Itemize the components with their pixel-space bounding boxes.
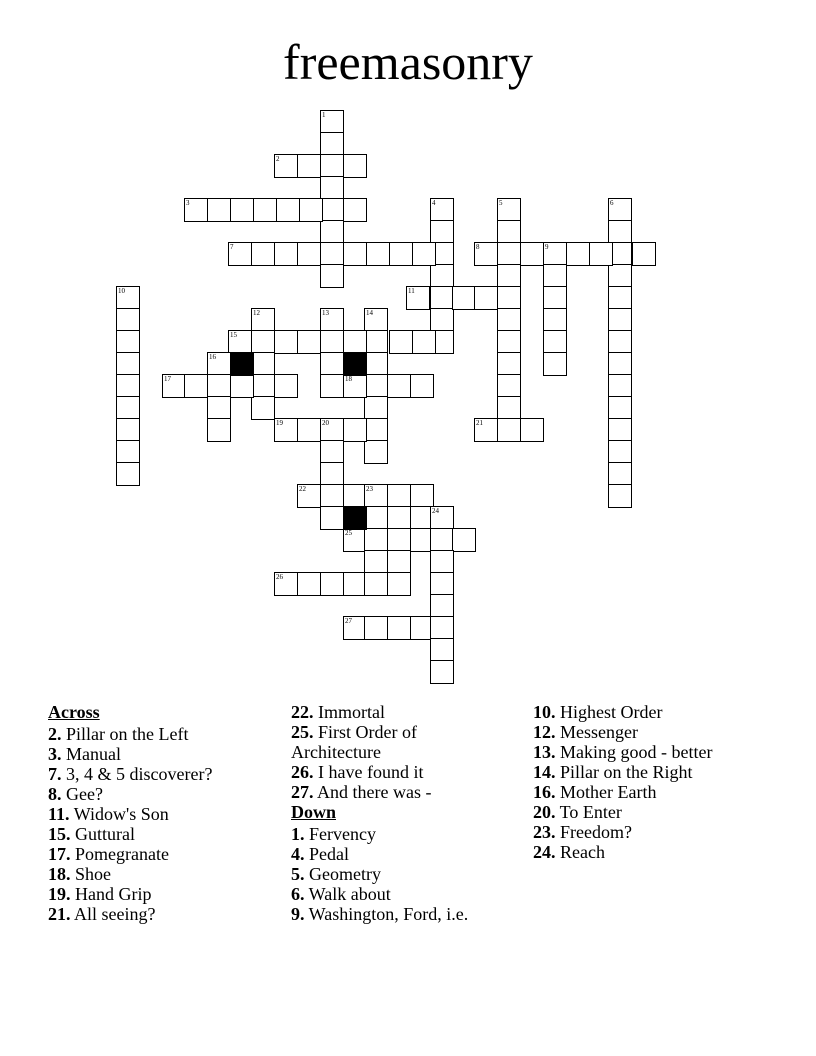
grid-cell[interactable] (608, 462, 632, 486)
clue-number-label: 26. (291, 762, 314, 782)
grid-cell[interactable] (364, 528, 388, 552)
grid-cell[interactable] (430, 660, 454, 684)
clue-number-label: 22. (291, 702, 314, 722)
across-clue-list (48, 724, 278, 924)
grid-cell[interactable] (452, 528, 476, 552)
grid-cell[interactable] (387, 616, 411, 640)
clue-item (291, 722, 481, 762)
grid-cell[interactable] (320, 154, 344, 178)
grid-cell[interactable] (364, 330, 388, 354)
grid-cell[interactable] (497, 286, 521, 310)
clue-text: Pedal (304, 844, 349, 864)
clue-number-label: 2. (48, 724, 62, 744)
clue-item (291, 844, 481, 864)
clue-text: Immortal (313, 702, 385, 722)
clue-number: 25 (345, 529, 352, 537)
grid-cell[interactable] (274, 242, 298, 266)
clue-number: 1 (322, 111, 326, 119)
grid-cell[interactable] (364, 616, 388, 640)
clue-item (291, 824, 481, 844)
clue-column-1 (48, 702, 278, 924)
clue-text: Pillar on the Right (555, 762, 693, 782)
clue-number: 11 (408, 287, 415, 295)
clue-text: Walk about (304, 884, 391, 904)
grid-cell[interactable] (251, 374, 275, 398)
across-clue-list-continued (291, 702, 481, 802)
grid-cell[interactable] (297, 154, 321, 178)
grid-cell[interactable] (497, 330, 521, 354)
clue-number-label: 12. (533, 722, 556, 742)
grid-cell[interactable] (364, 506, 388, 530)
clue-text: Making good - better (555, 742, 713, 762)
clue-item (533, 702, 783, 722)
clue-item (291, 904, 481, 924)
grid-cell[interactable] (412, 242, 436, 266)
grid-cell[interactable] (387, 528, 411, 552)
grid-cell[interactable] (297, 242, 321, 266)
clue-text: 3, 4 & 5 discoverer? (61, 764, 213, 784)
clue-item (48, 844, 278, 864)
grid-cell[interactable] (207, 418, 231, 442)
clue-text: Geometry (304, 864, 381, 884)
clue-number-label: 3. (48, 744, 62, 764)
grid-cell[interactable] (274, 374, 298, 398)
grid-cell[interactable] (230, 374, 254, 398)
grid-cell[interactable] (364, 352, 388, 376)
clue-number: 6 (610, 199, 614, 207)
clue-number: 24 (432, 507, 439, 515)
grid-cell[interactable] (497, 220, 521, 244)
grid-cell[interactable] (608, 374, 632, 398)
black-cell (343, 352, 367, 376)
grid-cell[interactable] (430, 286, 454, 310)
clue-item (533, 782, 783, 802)
clue-text: And there was - (313, 782, 432, 802)
clue-number: 10 (118, 287, 125, 295)
grid-cell[interactable] (430, 550, 454, 574)
grid-cell[interactable] (343, 198, 367, 222)
clue-number-label: 6. (291, 884, 305, 904)
clue-item (48, 764, 278, 784)
grid-cell[interactable] (497, 418, 521, 442)
grid-cell[interactable] (116, 462, 140, 486)
clue-text: Widow's Son (69, 804, 169, 824)
clue-number-label: 19. (48, 884, 71, 904)
grid-cell[interactable] (474, 286, 498, 310)
grid-cell[interactable] (320, 132, 344, 156)
clue-text: Guttural (70, 824, 135, 844)
clue-number: 9 (545, 243, 549, 251)
grid-cell[interactable] (364, 572, 388, 596)
clue-number-label: 17. (48, 844, 71, 864)
clue-number-label: 14. (533, 762, 556, 782)
clue-number: 17 (164, 375, 171, 383)
clue-text: Pomegranate (70, 844, 169, 864)
clue-item (533, 842, 783, 862)
grid-cell[interactable] (608, 286, 632, 310)
clue-item (533, 762, 783, 782)
grid-cell[interactable] (430, 308, 454, 332)
clue-number: 13 (322, 309, 329, 317)
grid-cell[interactable] (389, 330, 413, 354)
clue-number: 27 (345, 617, 352, 625)
grid-cell[interactable] (430, 264, 454, 288)
grid-cell[interactable] (520, 242, 544, 266)
grid-cell[interactable] (497, 396, 521, 420)
black-cell (343, 506, 367, 530)
clue-number: 14 (366, 309, 373, 317)
clue-number: 16 (209, 353, 216, 361)
grid-cell[interactable] (297, 572, 321, 596)
clue-item (48, 804, 278, 824)
clue-item (291, 864, 481, 884)
grid-cell[interactable] (430, 616, 454, 640)
clue-number-label: 5. (291, 864, 305, 884)
grid-cell[interactable] (452, 286, 476, 310)
clue-number-label: 4. (291, 844, 305, 864)
grid-cell[interactable] (430, 594, 454, 618)
clue-text: Gee? (61, 784, 103, 804)
clue-number-label: 21. (48, 904, 71, 924)
clue-item (48, 744, 278, 764)
grid-cell[interactable] (320, 572, 344, 596)
grid-cell[interactable] (320, 374, 344, 398)
grid-cell[interactable] (116, 330, 140, 354)
clue-item (48, 884, 278, 904)
clue-number: 4 (432, 199, 436, 207)
grid-cell[interactable] (343, 242, 367, 266)
clue-number-label: 18. (48, 864, 71, 884)
grid-cell[interactable] (543, 286, 567, 310)
grid-cell[interactable] (608, 440, 632, 464)
grid-cell[interactable] (343, 418, 367, 442)
clue-number: 15 (230, 331, 237, 339)
grid-cell[interactable] (608, 330, 632, 354)
clue-text: Reach (555, 842, 605, 862)
clue-number-label: 23. (533, 822, 556, 842)
grid-cell[interactable] (343, 154, 367, 178)
grid-cell[interactable] (387, 506, 411, 530)
grid-cell[interactable] (543, 330, 567, 354)
grid-cell[interactable] (410, 374, 434, 398)
clue-item (533, 742, 783, 762)
clue-text: Messenger (555, 722, 638, 742)
clue-item (48, 824, 278, 844)
grid-cell[interactable] (608, 396, 632, 420)
clue-item (291, 782, 481, 802)
grid-cell[interactable] (320, 242, 344, 266)
grid-cell[interactable] (364, 374, 388, 398)
grid-cell[interactable] (297, 330, 321, 354)
clue-item (48, 904, 278, 924)
clue-number: 21 (476, 419, 483, 427)
grid-cell[interactable] (543, 264, 567, 288)
clue-number: 19 (276, 419, 283, 427)
clue-number: 20 (322, 419, 329, 427)
grid-cell[interactable] (364, 396, 388, 420)
clue-number: 7 (230, 243, 234, 251)
clue-number-label: 11. (48, 804, 70, 824)
grid-cell[interactable] (387, 484, 411, 508)
clue-text: Hand Grip (70, 884, 152, 904)
grid-cell[interactable] (497, 352, 521, 376)
grid-cell[interactable] (364, 418, 388, 442)
grid-cell[interactable] (274, 330, 298, 354)
grid-cell[interactable] (608, 484, 632, 508)
grid-cell[interactable] (364, 550, 388, 574)
clue-number-label: 9. (291, 904, 305, 924)
grid-cell[interactable] (608, 352, 632, 376)
grid-cell[interactable] (566, 242, 590, 266)
clue-text: Shoe (70, 864, 111, 884)
clue-number-label: 8. (48, 784, 62, 804)
clue-item (533, 822, 783, 842)
clue-number: 5 (499, 199, 503, 207)
clue-number-label: 27. (291, 782, 314, 802)
grid-cell[interactable] (497, 264, 521, 288)
grid-cell[interactable] (387, 572, 411, 596)
grid-cell[interactable] (389, 242, 413, 266)
grid-cell[interactable] (497, 308, 521, 332)
grid-cell[interactable] (520, 418, 544, 442)
clue-number-label: 24. (533, 842, 556, 862)
grid-cell[interactable] (387, 550, 411, 574)
grid-cell[interactable] (430, 638, 454, 662)
grid-cell[interactable] (430, 572, 454, 596)
grid-cell[interactable] (632, 242, 656, 266)
grid-cell[interactable] (608, 264, 632, 288)
grid-cell[interactable] (343, 330, 367, 354)
clue-item (291, 762, 481, 782)
clue-number-label: 10. (533, 702, 556, 722)
grid-cell[interactable] (230, 198, 254, 222)
grid-cell[interactable] (207, 396, 231, 420)
clue-number: 26 (276, 573, 283, 581)
clue-number-label: 13. (533, 742, 556, 762)
grid-cell[interactable] (116, 374, 140, 398)
grid-cell[interactable] (297, 418, 321, 442)
grid-cell[interactable] (589, 242, 613, 266)
grid-cell[interactable] (116, 418, 140, 442)
across-header: Across (48, 702, 100, 722)
clue-text: Fervency (304, 824, 376, 844)
clue-text: All seeing? (70, 904, 156, 924)
clue-number-label: 15. (48, 824, 71, 844)
grid-cell[interactable] (184, 374, 208, 398)
grid-cell[interactable] (320, 440, 344, 464)
grid-cell[interactable] (497, 374, 521, 398)
clue-item (533, 722, 783, 742)
grid-cell[interactable] (320, 484, 344, 508)
grid-cell[interactable] (608, 220, 632, 244)
grid-cell[interactable] (430, 528, 454, 552)
grid-cell[interactable] (412, 330, 436, 354)
clue-item (533, 802, 783, 822)
grid-cell[interactable] (276, 198, 300, 222)
grid-cell[interactable] (320, 220, 344, 244)
grid-cell[interactable] (207, 198, 231, 222)
clue-text: Mother Earth (555, 782, 657, 802)
grid-cell[interactable] (320, 176, 344, 200)
clue-number: 22 (299, 485, 306, 493)
clue-item (48, 864, 278, 884)
grid-cell[interactable] (608, 308, 632, 332)
clue-number: 3 (186, 199, 190, 207)
clue-item (48, 784, 278, 804)
grid-cell[interactable] (299, 198, 323, 222)
down-clue-list (291, 824, 481, 924)
grid-cell[interactable] (253, 198, 277, 222)
clue-text: Highest Order (555, 702, 663, 722)
grid-cell[interactable] (251, 242, 275, 266)
grid-cell[interactable] (320, 462, 344, 486)
grid-cell[interactable] (364, 440, 388, 464)
grid-cell[interactable] (497, 242, 521, 266)
grid-cell[interactable] (430, 220, 454, 244)
grid-cell[interactable] (366, 242, 390, 266)
clue-number-label: 7. (48, 764, 62, 784)
clue-number: 18 (345, 375, 352, 383)
clue-item (291, 884, 481, 904)
grid-cell[interactable] (116, 308, 140, 332)
clue-text: Pillar on the Left (61, 724, 189, 744)
grid-cell[interactable] (251, 396, 275, 420)
clue-number: 23 (366, 485, 373, 493)
clue-number: 12 (253, 309, 260, 317)
clue-text: I have found it (313, 762, 424, 782)
clue-text: To Enter (555, 802, 622, 822)
clue-number-label: 25. (291, 722, 314, 742)
down-header: Down (291, 802, 337, 822)
clue-item (291, 702, 481, 722)
grid-cell[interactable] (116, 352, 140, 376)
grid-cell[interactable] (116, 440, 140, 464)
grid-cell[interactable] (320, 506, 344, 530)
grid-cell[interactable] (608, 418, 632, 442)
grid-cell[interactable] (116, 396, 140, 420)
grid-cell[interactable] (387, 374, 411, 398)
grid-cell[interactable] (251, 330, 275, 354)
clue-number-label: 16. (533, 782, 556, 802)
grid-cell[interactable] (320, 330, 344, 354)
clue-text: First Order of Architecture (291, 722, 417, 762)
clue-text: Manual (61, 744, 121, 764)
clue-number: 2 (276, 155, 280, 163)
grid-cell[interactable] (320, 352, 344, 376)
grid-cell[interactable] (410, 484, 434, 508)
grid-cell[interactable] (320, 264, 344, 288)
grid-cell[interactable] (320, 198, 344, 222)
clue-number: 8 (476, 243, 480, 251)
grid-cell[interactable] (207, 374, 231, 398)
clue-number-label: 20. (533, 802, 556, 822)
clue-column-3 (533, 702, 783, 862)
puzzle-title: freemasonry (283, 34, 533, 90)
grid-cell[interactable] (543, 308, 567, 332)
clue-item (48, 724, 278, 744)
grid-cell[interactable] (543, 352, 567, 376)
grid-cell[interactable] (251, 352, 275, 376)
clue-text: Freedom? (555, 822, 632, 842)
down-clue-list-continued (533, 702, 783, 862)
clue-text: Washington, Ford, i.e. (304, 904, 469, 924)
black-cell (230, 352, 254, 376)
clue-column-2 (291, 702, 481, 924)
clue-number-label: 1. (291, 824, 305, 844)
